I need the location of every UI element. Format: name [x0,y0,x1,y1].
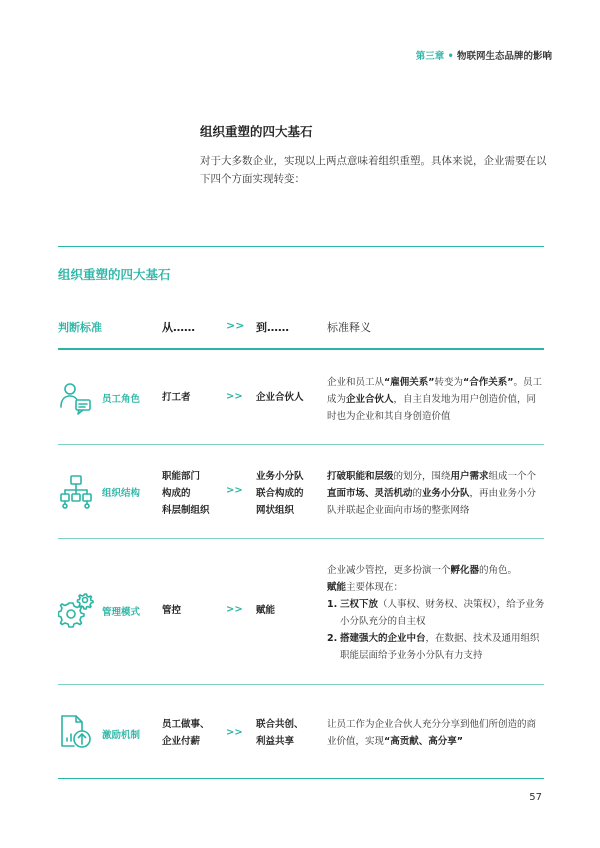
definition-text: （人事权、财务权、决策权），给予业务小分队充分的自主权 [340,599,545,627]
definition-emphasis: 孵化器 [450,565,480,576]
page-number: 57 [529,792,542,803]
table-bottom-rule [58,778,544,779]
definition-text: 转变为 [434,377,464,388]
definition-text: 企业和员工从 [327,377,385,388]
to-line: 联合共创、 [256,719,304,730]
gears-icon [58,592,94,628]
from-line: 科层制组织 [162,505,210,516]
row-arrow: >> [226,391,243,402]
definition-text: 主要体现在： [346,582,404,593]
row-label: 管理模式 [102,607,141,618]
definition-intro [327,562,545,579]
definition-emphasis: 赋能 [327,582,347,593]
definition-text: ，在数据、技术及通用组织职能层面给予业务小分队有力支持 [340,633,540,661]
from-line: 职能部门 [162,471,201,482]
header-judge: 判断标准 [58,321,102,334]
list-item [327,630,545,664]
row-from [162,389,191,406]
row-definition [327,468,545,519]
row-label: 激励机制 [102,730,141,741]
definition-emphasis: “合作关系” [463,377,514,388]
definition-emphasis: 用户需求 [450,471,489,482]
definition-text: 的角色。 [479,565,518,576]
header-rule [58,348,544,350]
row-label: 组织结构 [102,488,141,499]
to-line: 企业合伙人 [256,392,304,403]
to-line: 利益共享 [256,736,295,747]
definition-emphasis: “高贡献、高分享” [384,736,464,747]
row-divider [58,538,544,539]
intro-title: 组织重塑的四大基石 [200,124,313,139]
from-line: 打工者 [162,392,191,403]
definition-text: 企业减少管控，更多扮演一个 [327,565,451,576]
to-line: 赋能 [256,605,276,616]
header-definition: 标准释义 [327,321,371,334]
row-from [162,468,210,519]
list-number: 1. [327,599,338,610]
header-to: 到…… [256,321,289,334]
definition-emphasis: 企业合伙人 [346,394,394,405]
intro-paragraph: 对于大多数企业，实现以上两点意味着组织重塑。具体来说，企业需要在以下四个方面实现转变： [200,155,547,185]
row-arrow: >> [226,604,243,615]
to-line: 联合构成的 [256,488,304,499]
chapter-title: 物联网生态品牌的影响 [456,51,552,62]
definition-emphasis: 业务小分队 [422,488,470,499]
definition-text: 组成一个个 [488,471,537,482]
from-line: 管控 [162,605,182,616]
from-line: 构成的 [162,488,191,499]
definition-text: ，再由业务小分队并联起企业面向市场的整张网络 [327,488,537,516]
row-definition [327,562,545,664]
header-from: 从…… [162,321,195,334]
to-line: 网状组织 [256,505,295,516]
definition-intro [327,579,545,596]
definition-emphasis: 打破职能和层级 [327,471,394,482]
from-line: 企业付薪 [162,736,201,747]
definition-emphasis: 三权下放 [340,599,379,610]
definition-emphasis: 搭建强大的企业中台 [340,633,426,644]
row-arrow: >> [226,727,243,738]
from-line: 员工做事、 [162,719,210,730]
row-divider [58,684,544,685]
row-definition [327,716,545,750]
definition-text: 的划分，围绕 [393,471,451,482]
row-to [256,389,304,406]
row-to [256,468,304,519]
list-number: 2. [327,633,338,644]
chapter-number: 第三章 [415,51,445,62]
definition-emphasis: “雇佣关系” [384,377,435,388]
header-arrow: >> [226,319,245,332]
org-chart-icon [58,474,94,510]
header-separator: • [447,51,454,62]
row-divider [58,444,544,445]
definition-list [327,596,545,664]
row-to [256,602,275,619]
definition-text: 的 [412,488,423,499]
to-line: 业务小分队 [256,471,304,482]
row-label: 员工角色 [102,394,141,405]
definition-text: 让员工作为企业合伙人充分分享到他们所创造的商业价值，实现 [327,719,537,747]
growth-document-icon [58,714,94,750]
definition-emphasis: 直面市场、灵活机动 [327,488,413,499]
person-chat-icon [58,380,94,416]
table-title: 组织重塑的四大基石 [58,267,171,282]
row-from [162,716,210,750]
definition-text: 。员工成为 [327,377,543,405]
row-to [256,716,304,750]
list-item [327,596,545,630]
row-from [162,602,181,619]
table-top-rule [58,246,544,247]
definition-text: ，自主自发地为用户创造价值，同时也为企业和其自身创造价值 [327,394,537,422]
running-header [416,48,552,62]
row-definition [327,374,545,425]
row-arrow: >> [226,485,243,496]
